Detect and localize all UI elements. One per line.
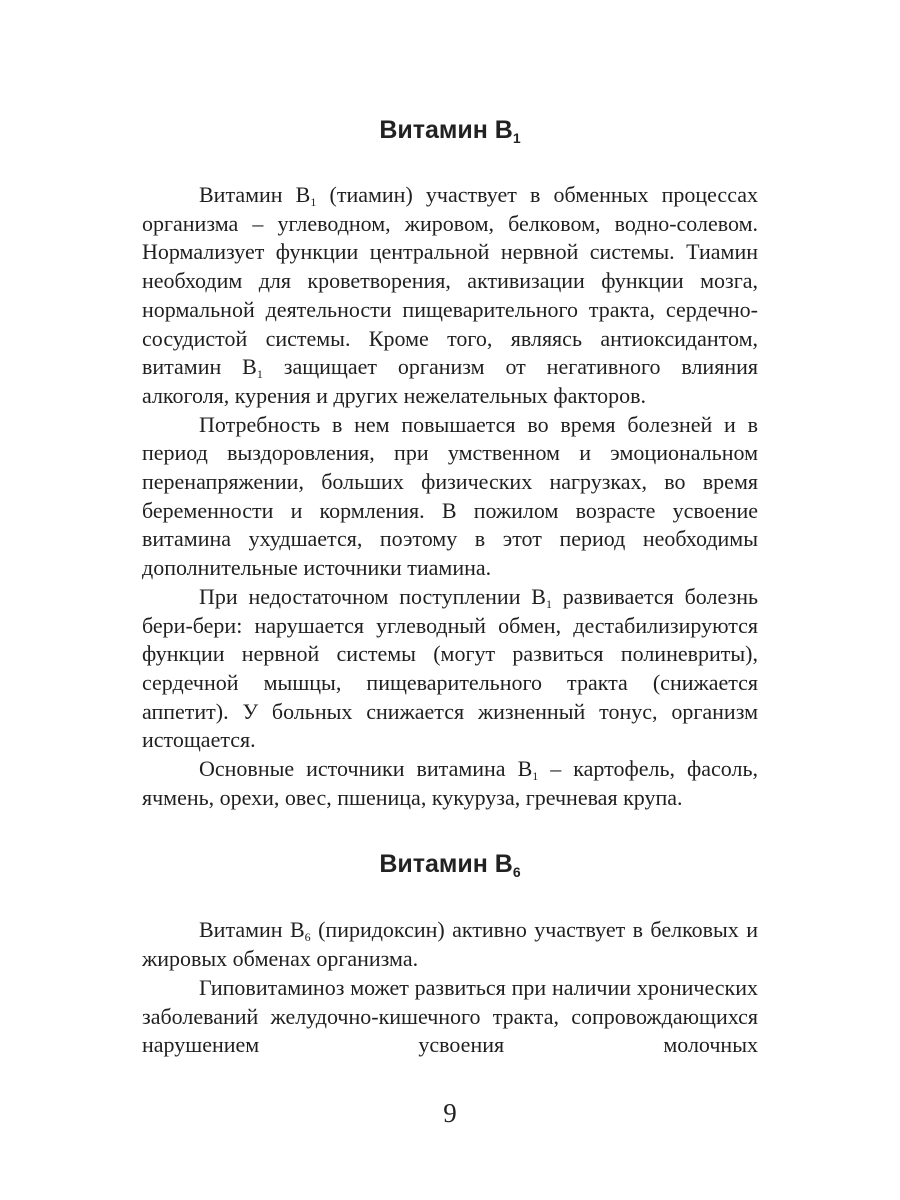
section-vitamin-b1 <box>142 112 758 812</box>
text-run: развивается болезнь бери-бери: нарушается углеводный обмен, дестабилизируются функции нервной системы (могут развиться полиневриты), сердечной мышцы, пищеварительного тракта (снижается аппетит). У больных снижается жизненный тонус, организм истощается. <box>142 583 758 753</box>
text-run: – картофель, фасоль, ячмень, орехи, овес, пшеница, кукуруза, гречневая крупа. <box>142 756 758 810</box>
text-run: При недостаточном поступлении B <box>199 583 546 609</box>
text-run: защищает организм от негативного влияния алкоголя, курения и других нежелательных факторов. <box>142 354 758 408</box>
subscript: 1 <box>532 769 539 784</box>
subscript: 1 <box>256 367 263 382</box>
title-subscript: 6 <box>512 864 521 881</box>
section-vitamin-b6 <box>142 846 758 1060</box>
paragraph-b1-deficiency <box>142 583 758 755</box>
title-subscript: 1 <box>512 130 521 146</box>
page-number: 9 <box>443 1098 457 1128</box>
subscript: 6 <box>304 930 311 945</box>
text-run: (пиридоксин) активно участвует в белковых и жировых обменах организма. <box>142 917 759 972</box>
paragraph-b6-hypovitaminosis: Гиповитаминоз может развиться при наличии хронических заболеваний желудочно-кишечного тракта, сопровождающихся нарушением усвоения молочных <box>142 974 758 1058</box>
subscript: 1 <box>545 596 552 611</box>
paragraph-b6-intro <box>142 916 758 973</box>
paragraph-b1-need: Потребность в нем повышается во время болезней и в период выздоровления, при умственном и эмоциональном перенапряжении, больших физических нагрузках, во время беременности и кормления. В пожилом возрасте усвоение витамина ухудшается, поэтому в этот период необходимы дополнительные источники тиамина. <box>142 411 758 581</box>
section-title-b1 <box>142 112 758 148</box>
text-run: Основные источники витамина B <box>199 756 533 782</box>
paragraph-b1-sources <box>142 755 758 812</box>
subscript: 1 <box>310 195 317 209</box>
text-run: Витамин B <box>199 917 305 943</box>
title-text: Витамин B <box>379 116 513 144</box>
page-content <box>142 112 758 1060</box>
section-title-b6 <box>142 846 758 882</box>
title-text: Витамин B <box>379 850 513 879</box>
paragraph-b1-intro <box>142 181 758 411</box>
text-run: Витамин B <box>199 182 311 207</box>
text-run: (тиамин) участвует в обменных процессах организма – углеводном, жировом, белковом, водно-солевом. Нормализует функции центральной нервной системы. Тиамин необходим для кроветворения, активизации функции мозга, нормальной деятельности пищеварительного тракта, сердечно-сосудистой системы. Кроме того, являясь антиоксидантом, витамин B <box>142 182 758 380</box>
